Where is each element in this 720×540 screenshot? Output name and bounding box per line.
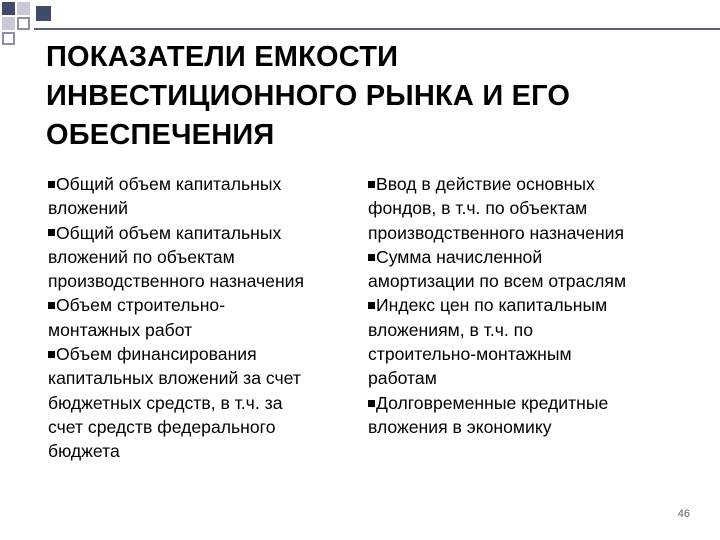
left-line-1 bbox=[48, 172, 360, 196]
title-divider-line bbox=[34, 28, 720, 30]
slide-title bbox=[46, 38, 686, 155]
left-line-3 bbox=[48, 221, 360, 245]
decor-square-light-2 bbox=[2, 17, 15, 30]
left-line-10: бюджетных средств, в т.ч. за bbox=[48, 392, 283, 413]
decor-square-outline-1 bbox=[17, 17, 30, 30]
right-item-text: Долговременные кредитные bbox=[376, 392, 609, 413]
left-line-4: вложений по объектам bbox=[48, 246, 235, 267]
square-bullet-icon bbox=[368, 254, 375, 261]
left-line-11: счет средств федерального bbox=[48, 416, 276, 437]
slide-title-line-3: ОБЕСПЕЧЕНИЯ bbox=[46, 119, 275, 151]
left-item-text: Объем финансирования bbox=[56, 344, 257, 365]
right-line-10 bbox=[368, 391, 668, 415]
right-line-4 bbox=[368, 245, 668, 269]
square-bullet-icon bbox=[48, 181, 55, 188]
right-line-7: вложениям, в т.ч. по bbox=[368, 319, 533, 340]
right-line-5: амортизации по всем отраслям bbox=[368, 271, 627, 292]
slide-title-line-1: ПОКАЗАТЕЛИ ЕМКОСТИ bbox=[46, 41, 399, 73]
right-line-8: строительно-монтажным bbox=[368, 344, 572, 365]
right-column bbox=[368, 172, 668, 439]
left-line-2: вложений bbox=[48, 198, 128, 219]
left-line-12: бюджета bbox=[48, 441, 120, 462]
square-bullet-icon bbox=[48, 229, 55, 236]
square-bullet-icon bbox=[368, 302, 375, 309]
left-line-5: производственного назначения bbox=[48, 271, 305, 292]
decor-square-dark-2 bbox=[36, 6, 51, 21]
slide-title-line-2: ИНВЕСТИЦИОННОГО РЫНКА И ЕГО bbox=[46, 80, 571, 112]
left-line-6 bbox=[48, 293, 360, 317]
square-bullet-icon bbox=[368, 181, 375, 188]
square-bullet-icon bbox=[48, 302, 55, 309]
left-item-text: Общий объем капитальных bbox=[56, 174, 282, 194]
left-item-text: Объем строительно- bbox=[56, 295, 226, 316]
right-line-6 bbox=[368, 293, 668, 317]
square-bullet-icon bbox=[368, 400, 375, 407]
right-item-text: Сумма начисленной bbox=[376, 246, 543, 267]
left-column bbox=[48, 172, 360, 464]
left-line-7: монтажных работ bbox=[48, 319, 193, 340]
left-line-9: капитальных вложений за счет bbox=[48, 368, 301, 389]
right-line-11: вложения в экономику bbox=[368, 416, 552, 437]
left-line-8 bbox=[48, 342, 360, 366]
right-line-2: фондов, в т.ч. по объектам bbox=[368, 198, 588, 219]
decor-square-dark-1 bbox=[2, 2, 15, 15]
right-item-text: Ввод в действие основных bbox=[376, 174, 595, 194]
decor-square-outline-2 bbox=[2, 32, 15, 45]
right-line-1 bbox=[368, 172, 668, 196]
right-line-3: производственного назначения bbox=[368, 222, 625, 243]
decor-square-light-1 bbox=[17, 2, 30, 15]
right-line-9: работам bbox=[368, 368, 437, 389]
right-item-text: Индекс цен по капитальным bbox=[376, 295, 608, 316]
page-number: 46 bbox=[677, 508, 690, 520]
square-bullet-icon bbox=[48, 351, 55, 358]
left-item-text: Общий объем капитальных bbox=[56, 222, 282, 243]
